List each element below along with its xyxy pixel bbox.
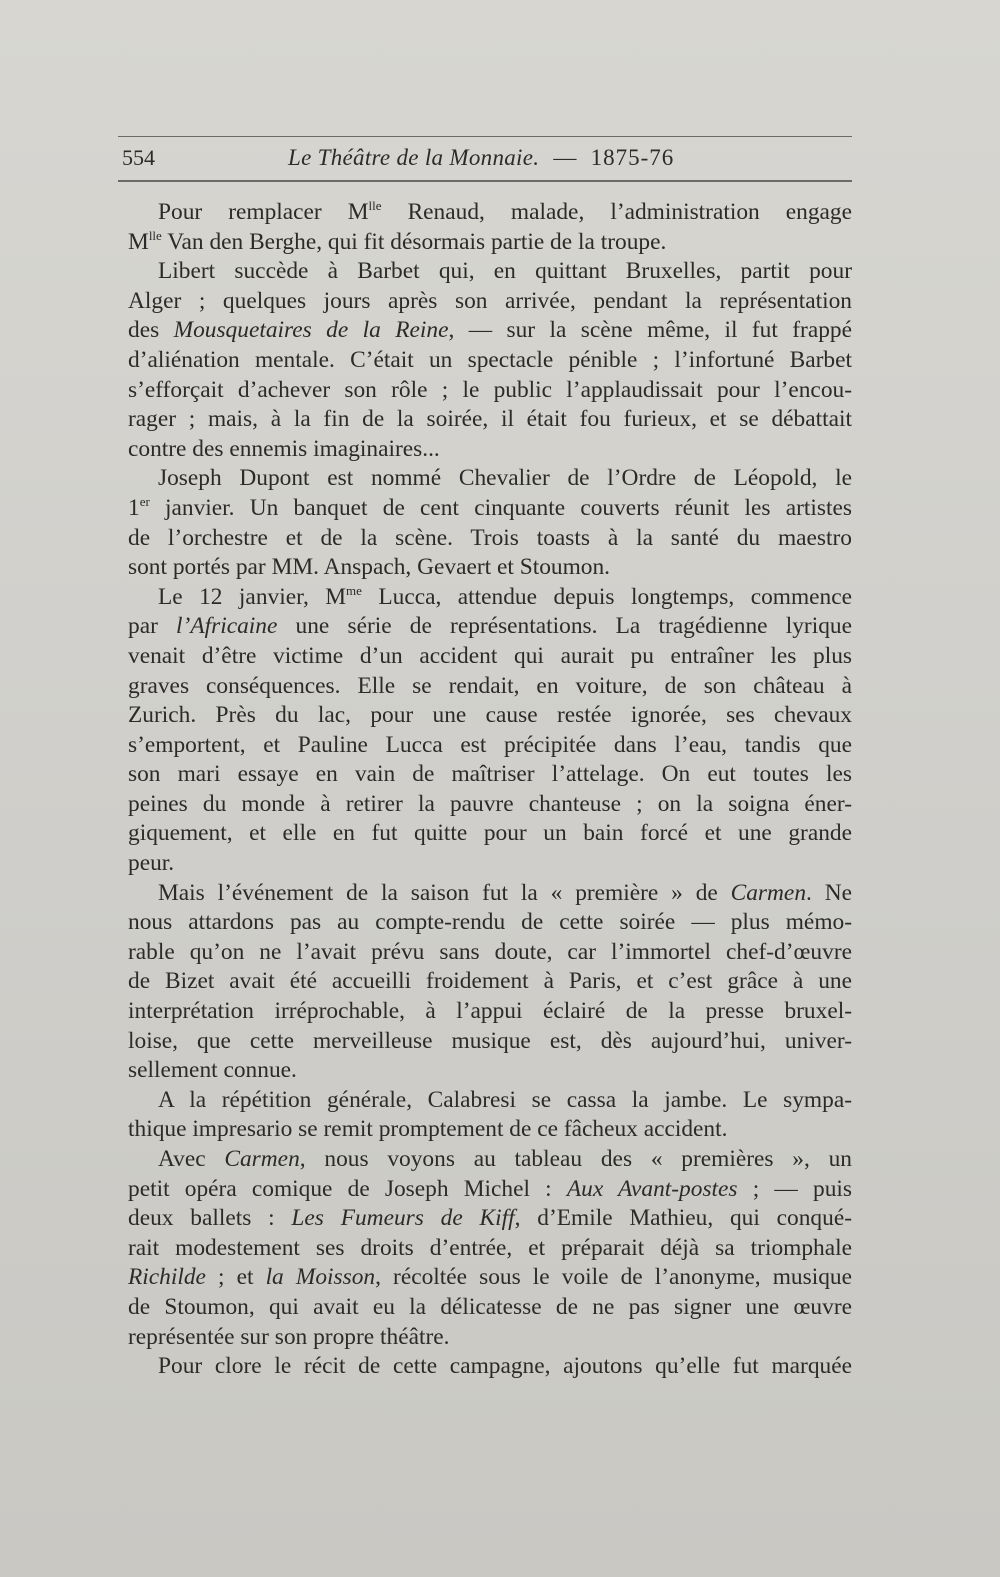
text-line: Richilde ; et la Moisson, récoltée sous le voile de l’anonyme, musique	[128, 1264, 852, 1291]
text-line: représentée sur son propre théâtre.	[128, 1323, 450, 1350]
text-line: A la répétition générale, Calabresi se cassa la jambe. Le sympa-	[158, 1086, 852, 1113]
text-line: peur.	[128, 850, 175, 877]
text-line: Avec Carmen, nous voyons au tableau des « premières », un	[158, 1146, 852, 1172]
text-line: s’efforçait d’achever son rôle ; le public l’applaudissait pour l’encou-	[128, 376, 852, 403]
text-line: Le 12 janvier, $M^{me}$ Lucca, attendue depuis longtemps, commence	[158, 582, 852, 610]
text-line: interprétation irréprochable, à l’appui éclairé de la presse bruxel-	[128, 998, 852, 1025]
text-line: $M^{lle}$ Van den Berghe, qui fit désormais partie de la troupe.	[128, 227, 667, 255]
header-rule-bottom	[118, 180, 852, 182]
header-rule-top	[118, 136, 852, 137]
text-line: Joseph Dupont est nommé Chevalier de l’Ordre de Léopold, le	[158, 465, 852, 492]
title-separator: —	[553, 145, 577, 170]
text-line: petit opéra comique de Joseph Michel : Aux Avant-postes ; — puis	[128, 1175, 852, 1202]
text-line: contre des ennemis imaginaires...	[128, 435, 440, 462]
text-line: Mais l’événement de la saison fut la « première » de Carmen. Ne	[158, 879, 852, 906]
text-line: de l’orchestre et de la scène. Trois toasts à la santé du maestro	[128, 524, 852, 551]
text-line: Libert succède à Barbet qui, en quittant Bruxelles, partit pour	[158, 258, 852, 285]
text-line: sellement connue.	[128, 1057, 297, 1084]
running-header	[122, 145, 850, 175]
body-text	[128, 198, 852, 1382]
text-line: giquement, et elle en fut quitte pour un bain forcé et une grande	[128, 820, 852, 847]
text-line: venait d’être victime d’un accident qui aurait pu entraîner les plus	[128, 642, 852, 669]
text-line: graves conséquences. Elle se rendait, en voiture, de son château à	[128, 672, 852, 699]
text-line: Alger ; quelques jours après son arrivée, pendant la représentation	[128, 287, 852, 314]
running-title	[288, 145, 674, 171]
text-line: rable qu’on ne l’avait prévu sans doute, car l’immortel chef-d’œuvre	[128, 938, 852, 965]
text-line: d’aliénation mentale. C’était un spectacle pénible ; l’infortuné Barbet	[128, 346, 852, 373]
text-line: par l’Africaine une série de représentations. La tragédienne lyrique	[128, 613, 852, 640]
text-line: son mari essaye en vain de maîtriser l’attelage. On eut toutes les	[128, 761, 852, 788]
text-line: deux ballets : Les Fumeurs de Kiff, d’Emile Mathieu, qui conqué-	[128, 1205, 852, 1232]
text-line: nous attardons pas au compte-rendu de cette soirée — plus mémo-	[128, 909, 852, 936]
book-title: Le Théâtre de la Monnaie.	[288, 145, 540, 170]
season-years: 1875-76	[590, 145, 675, 170]
text-line: rager ; mais, à la fin de la soirée, il était fou furieux, et se débattait	[128, 406, 852, 433]
text-line: Zurich. Près du lac, pour une cause restée ignorée, ses chevaux	[128, 702, 852, 729]
text-line: de Bizet avait été accueilli froidement à Paris, et c’est grâce à une	[128, 968, 852, 995]
text-line: s’emportent, et Pauline Lucca est précipitée dans l’eau, tandis que	[128, 731, 852, 758]
text-line: rait modestement ses droits d’entrée, et préparait déjà sa triomphale	[128, 1234, 852, 1261]
page-number: 554	[122, 145, 155, 170]
text-line: thique impresario se remit promptement de ce fâcheux accident.	[128, 1116, 728, 1143]
text-line: peines du monde à retirer la pauvre chanteuse ; on la soigna éner-	[128, 790, 852, 817]
text-line: de Stoumon, qui avait eu la délicatesse de ne pas signer une œuvre	[128, 1293, 852, 1320]
text-line: loise, que cette merveilleuse musique est, dès aujourd’hui, univer-	[128, 1027, 852, 1054]
text-line: des Mousquetaires de la Reine, — sur la scène même, il fut frappé	[128, 317, 852, 344]
text-line: 1er janvier. Un banquet de cent cinquante couverts réunit les artistes	[128, 493, 852, 521]
text-line: Pour remplacer $M^{lle}$ Renaud, malade, l’administration engage	[158, 198, 852, 225]
text-line: sont portés par MM. Anspach, Gevaert et Stoumon.	[128, 554, 611, 581]
text-line: Pour clore le récit de cette campagne, ajoutons qu’elle fut marquée	[158, 1353, 852, 1380]
